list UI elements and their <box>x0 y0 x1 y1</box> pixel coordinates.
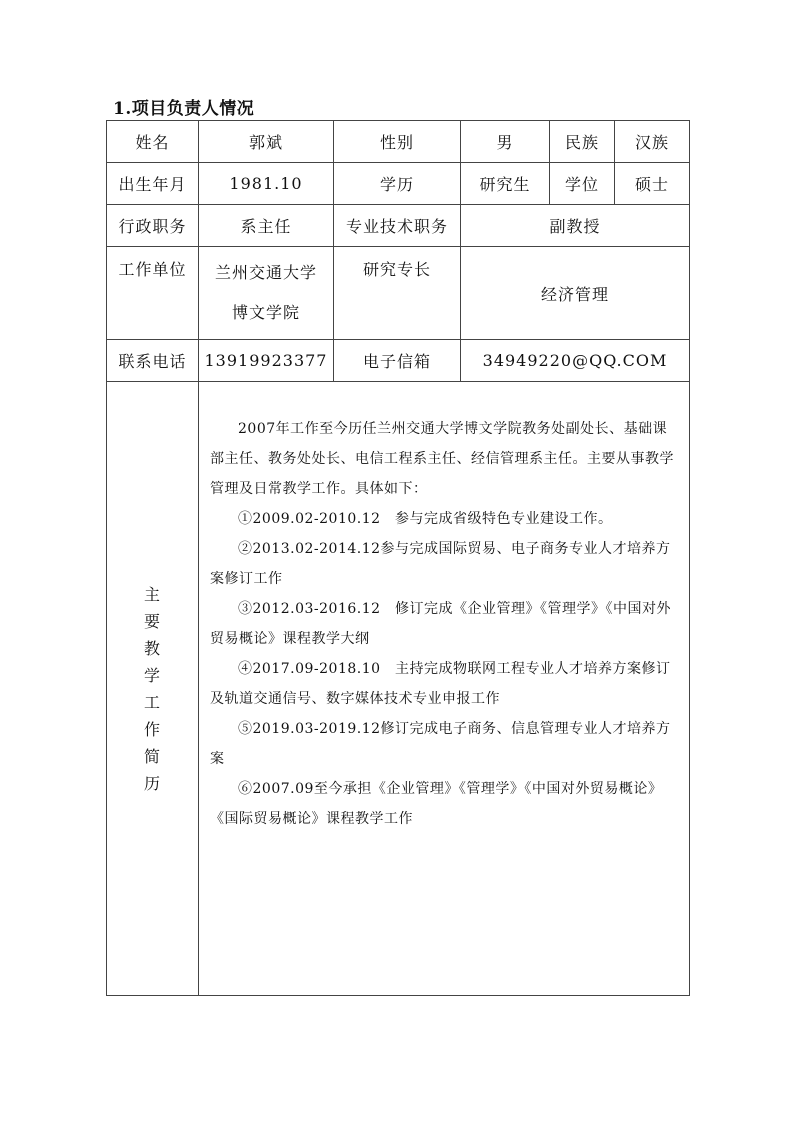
experience-paragraph: ②2013.02-2014.12参与完成国际贸易、电子商务专业人才培养方案修订工作 <box>210 541 671 587</box>
personal-info-table <box>106 120 690 996</box>
experience-paragraph: 2007年工作至今历任兰州交通大学博文学院教务处副处长、基础课部主任、教务处处长、电信工程系主任、经信管理系主任。主要从事教学管理及日常教学工作。具体如下： <box>210 421 674 497</box>
section-title: 1.项目负责人情况 <box>113 99 255 119</box>
degree-value: 硕士 <box>615 163 690 205</box>
experience-paragraph: ⑥2007.09至今承担《企业管理》《管理学》《中国对外贸易概论》《国际贸易概论》课程教学工作 <box>210 781 663 827</box>
experience-label-char: 工 <box>143 692 161 712</box>
experience-paragraph: ④2017.09-2018.10 主持完成物联网工程专业人才培养方案修订及轨道交通信号、数字媒体技术专业申报工作 <box>210 661 671 707</box>
experience-label-char: 历 <box>143 773 161 793</box>
name-value: 郭斌 <box>199 121 334 163</box>
experience-content <box>199 382 690 996</box>
phone-label: 联系电话 <box>107 340 199 382</box>
unit-value <box>199 247 334 340</box>
experience-label-char: 作 <box>143 719 161 739</box>
phone-value: 13919923377 <box>199 340 334 382</box>
title-value: 副教授 <box>461 205 690 247</box>
position-value: 系主任 <box>199 205 334 247</box>
table-row <box>107 205 690 247</box>
name-label: 姓名 <box>107 121 199 163</box>
gender-label: 性别 <box>334 121 461 163</box>
birth-label: 出生年月 <box>107 163 199 205</box>
ethnicity-label: 民族 <box>550 121 615 163</box>
experience-label-char: 要 <box>143 611 161 631</box>
experience-paragraph: ③2012.03-2016.12 修订完成《企业管理》《管理学》《中国对外贸易概论》课程教学大纲 <box>210 601 672 647</box>
experience-paragraph: ①2009.02-2010.12 参与完成省级特色专业建设工作。 <box>238 511 613 527</box>
education-value: 研究生 <box>461 163 550 205</box>
unit-label: 工作单位 <box>107 247 199 340</box>
experience-label-char: 简 <box>143 746 161 766</box>
experience-paragraph: ⑤2019.03-2019.12修订完成电子商务、信息管理专业人才培养方案 <box>210 721 671 767</box>
table-row <box>107 163 690 205</box>
experience-label-char: 教 <box>143 638 161 658</box>
unit-line-1: 兰州交通大学 <box>214 263 317 282</box>
email-label: 电子信箱 <box>334 340 461 382</box>
table-row <box>107 247 690 340</box>
degree-label: 学位 <box>550 163 615 205</box>
email-value: 34949220@QQ.COM <box>461 340 690 382</box>
table-row <box>107 340 690 382</box>
gender-value: 男 <box>461 121 550 163</box>
birth-value: 1981.10 <box>199 163 334 205</box>
position-label: 行政职务 <box>107 205 199 247</box>
title-label: 专业技术职务 <box>334 205 461 247</box>
unit-line-2: 博文学院 <box>231 303 300 322</box>
experience-label <box>107 382 199 996</box>
experience-label-char: 主 <box>143 584 161 604</box>
specialty-label: 研究专长 <box>334 247 461 340</box>
experience-label-char: 学 <box>143 665 161 685</box>
specialty-value: 经济管理 <box>461 247 690 340</box>
education-label: 学历 <box>334 163 461 205</box>
table-row <box>107 382 690 996</box>
table-row <box>107 121 690 163</box>
ethnicity-value: 汉族 <box>615 121 690 163</box>
